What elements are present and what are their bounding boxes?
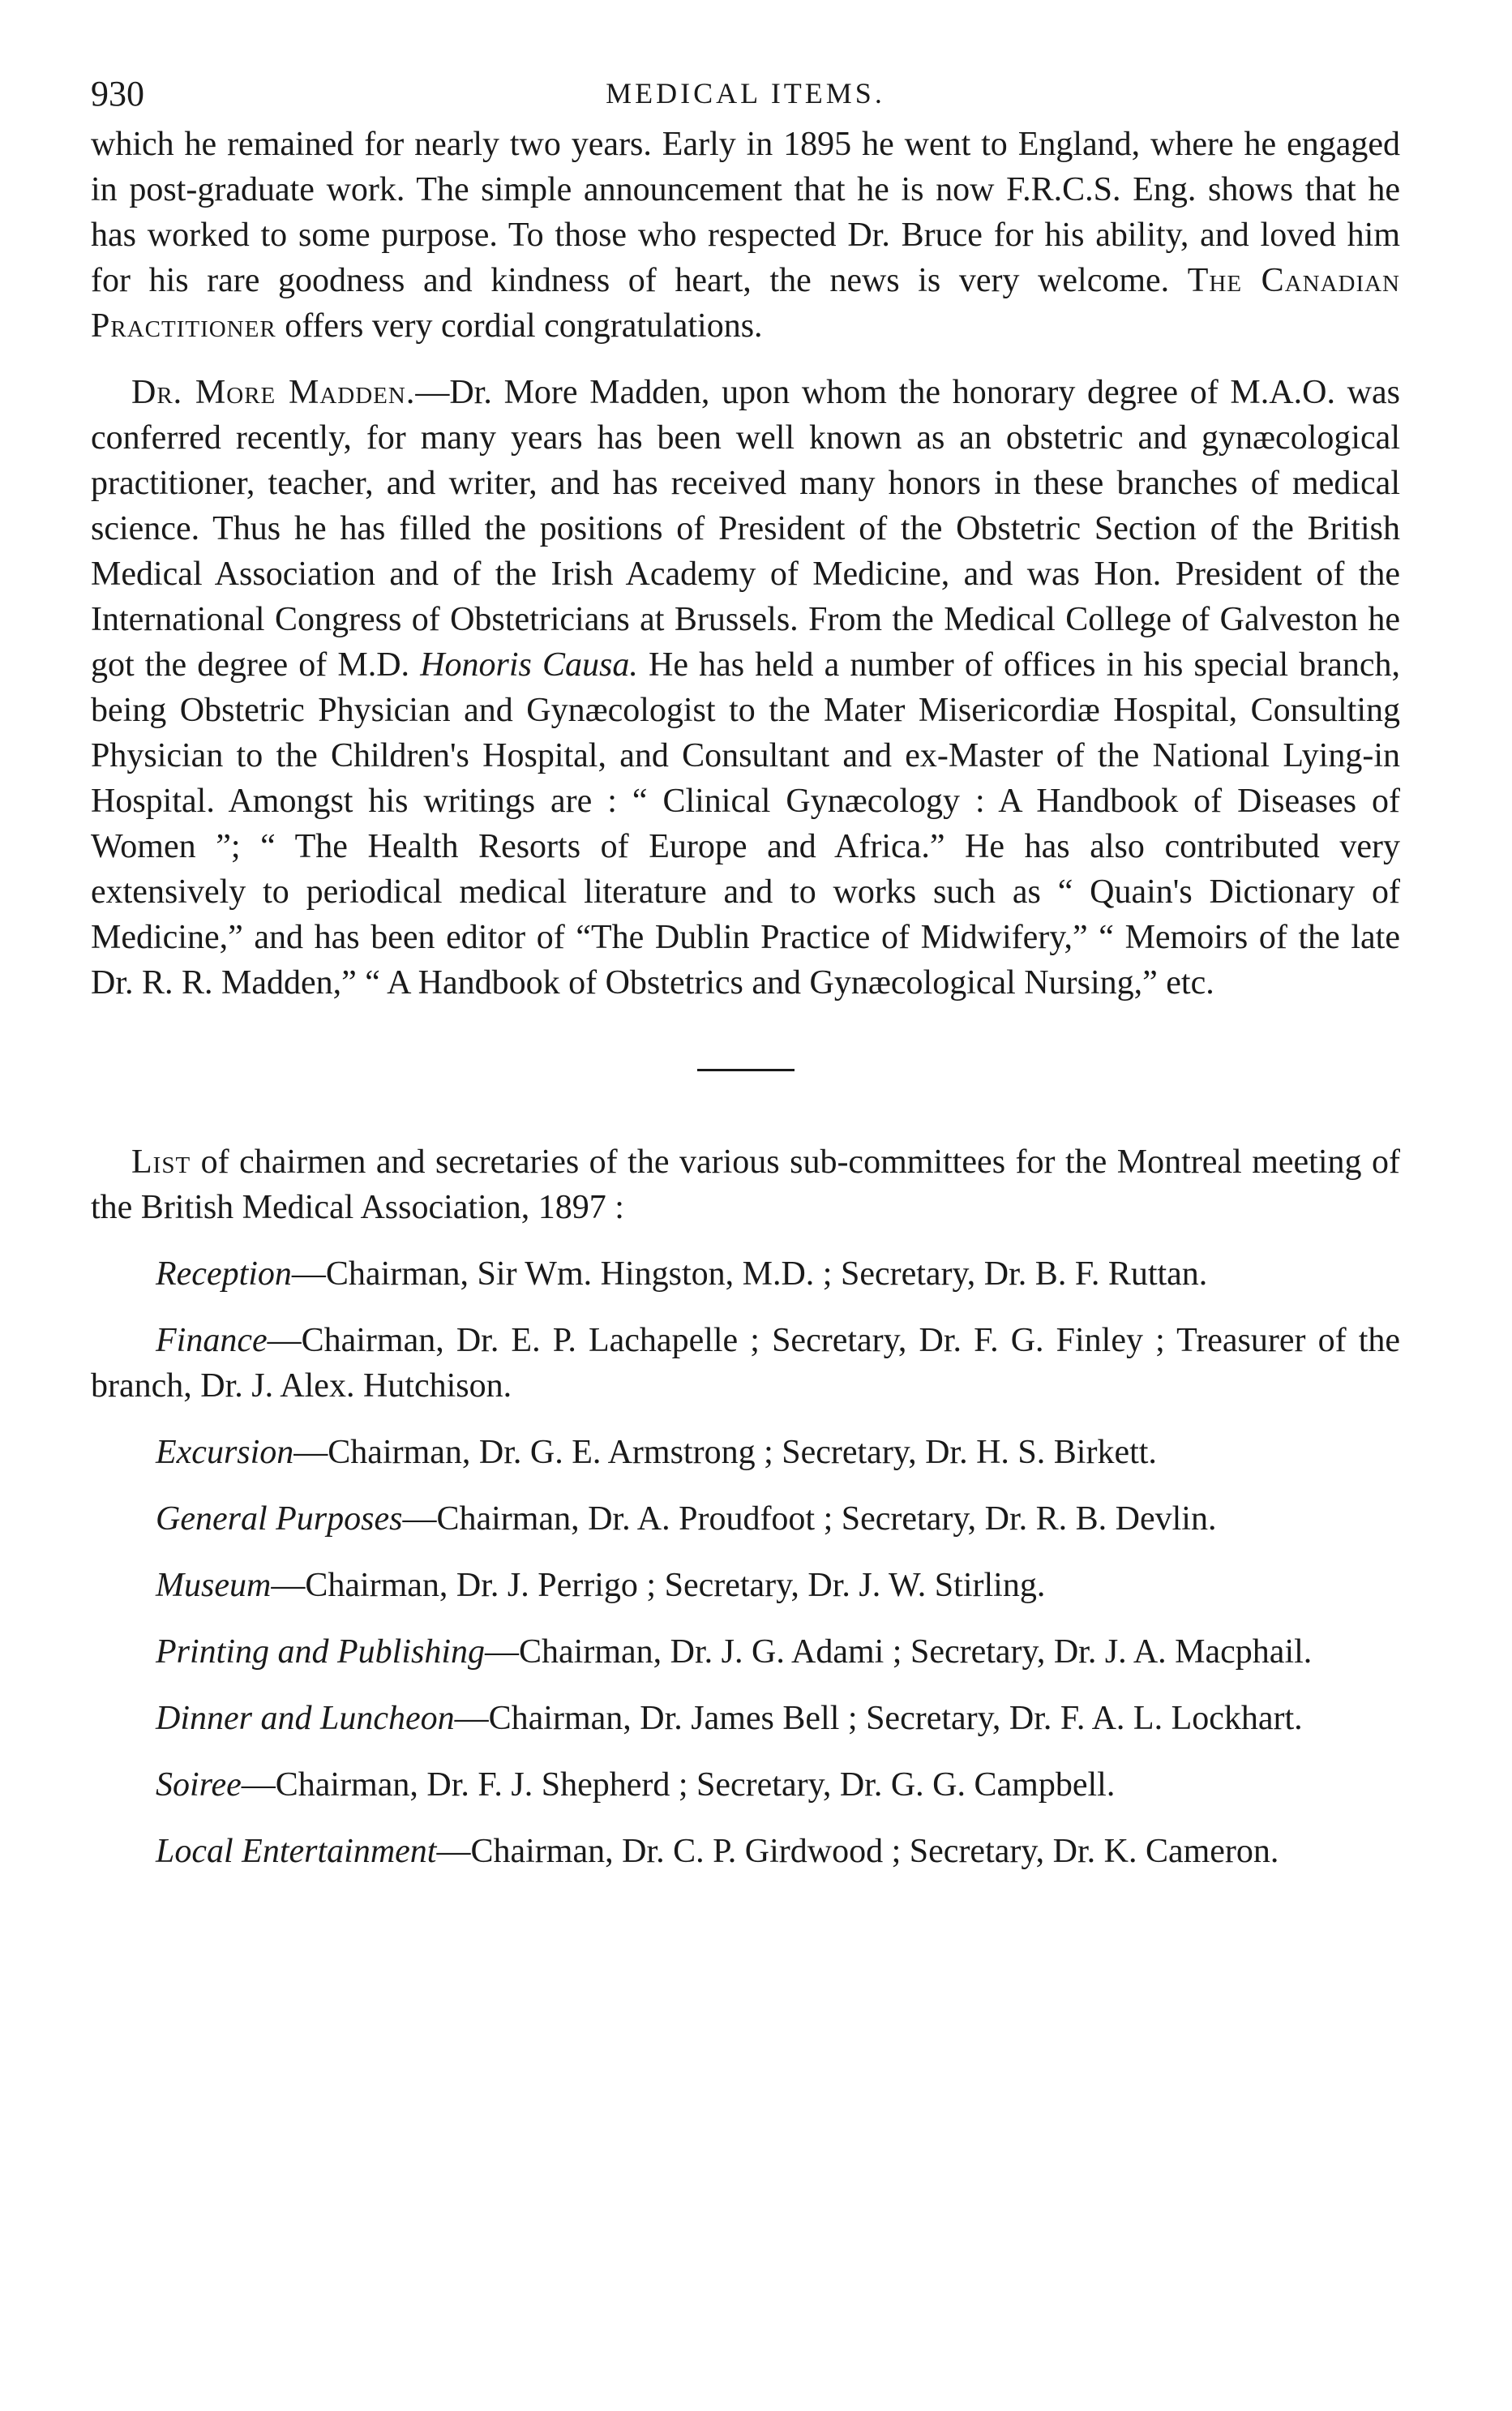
committee-text: —Chairman, Sir Wm. Hingston, M.D. ; Secretary, Dr. B. F. Ruttan.: [291, 1255, 1208, 1293]
committee-item: [91, 1629, 1400, 1675]
section-divider: [697, 1069, 795, 1071]
committee-item: [91, 1696, 1400, 1741]
committee-name: General Purposes: [156, 1500, 403, 1538]
list-intro: [91, 1139, 1400, 1230]
honoris-causa: Honoris Causa.: [420, 646, 638, 684]
bruce-text: which he remained for nearly two years. Early in 1895 he went to England, where he engaged in post-graduate work. The simple announcement that he is now F.R.C.S. Eng. shows that he has worked to some purpose. To those who respected Dr. Bruce for his ability, and loved him for his rare goodness and kindness of heart, the news is very welcome.: [91, 126, 1400, 299]
committee-text: —Chairman, Dr. G. E. Armstrong ; Secretary, Dr. H. S. Birkett.: [293, 1434, 1157, 1471]
committee-list: [91, 1251, 1400, 1874]
committee-item: [91, 1496, 1400, 1542]
committee-text: —Chairman, Dr. E. P. Lachapelle ; Secretary, Dr. F. G. Finley ; Treasurer of the branch, Dr. J. Alex. Hutchison.: [91, 1322, 1400, 1405]
committee-name: Reception: [156, 1255, 292, 1293]
committee-text: —Chairman, Dr. J. Perrigo ; Secretary, Dr. J. W. Stirling.: [271, 1567, 1046, 1604]
madden-paragraph: [91, 370, 1400, 1006]
list-intro-text: of chairmen and secretaries of the various sub-committees for the Montreal meeting of the British Medical Association, 1897 :: [91, 1143, 1400, 1226]
committee-name: Printing and Publishing: [156, 1633, 486, 1671]
committee-item: [91, 1563, 1400, 1608]
committee-text: —Chairman, Dr. James Bell ; Secretary, Dr. F. A. L. Lockhart.: [454, 1700, 1303, 1737]
committee-name: Museum: [156, 1567, 272, 1604]
madden-text-1: —Dr. More Madden, upon whom the honorary degree of M.A.O. was conferred recently, for many years has been well known as an obstetric and gynæcological practitioner, teacher, and writer, and has received many honors in these branches of medical science. Thus he has filled the positions of President of the Obstetric Section of the British Medical Association and of the Irish Academy of Medicine, and was Hon. President of the International Congress of Obstetricians at Brussels. From the Medical College of Galveston he got the degree of M.D.: [91, 374, 1400, 684]
committee-item: [91, 1318, 1400, 1409]
committee-item: [91, 1762, 1400, 1808]
committee-name: Dinner and Luncheon: [156, 1700, 455, 1737]
committee-item: [91, 1430, 1400, 1475]
bruce-paragraph: [91, 122, 1400, 349]
committee-text: —Chairman, Dr. C. P. Girdwood ; Secretary, Dr. K. Cameron.: [436, 1833, 1279, 1870]
madden-heading: Dr. More Madden.: [131, 374, 416, 411]
committee-text: —Chairman, Dr. F. J. Shepherd ; Secretary, Dr. G. G. Campbell.: [241, 1766, 1116, 1804]
committee-item: [91, 1251, 1400, 1297]
committee-item: [91, 1829, 1400, 1874]
committee-name: Soiree: [156, 1766, 242, 1804]
page-number: 930: [91, 74, 144, 114]
journal-name: The Canadian Practitioner: [91, 262, 1401, 345]
list-lead: List: [131, 1143, 191, 1181]
committee-text: —Chairman, Dr. J. G. Adami ; Secretary, Dr. J. A. Macphail.: [485, 1633, 1313, 1671]
committee-name: Finance: [156, 1322, 268, 1359]
page: [91, 65, 1400, 1895]
bruce-text-end: offers very cordial congratulations.: [276, 307, 763, 345]
committee-name: Excursion: [156, 1434, 294, 1471]
committee-name: Local Entertainment: [156, 1833, 437, 1870]
committee-text: —Chairman, Dr. A. Proudfoot ; Secretary, Dr. R. B. Devlin.: [402, 1500, 1217, 1538]
running-title: MEDICAL ITEMS.: [606, 77, 885, 109]
madden-text-2: He has held a number of offices in his special branch, being Obstetric Physician and Gynæcologist to the Mater Misericordiæ Hospital, Consulting Physician to the Children's Hospital, and Consultant and ex-Master of the National Lying-in Hospital. Amongst his writings are : “ Clinical Gynæcology : A Handbook of Diseases of Women ”; “ The Health Resorts of Europe and Africa.” He has also contributed very extensively to periodical medical literature and to works such as “ Quain's Dictionary of Medicine,” and has been editor of “The Dublin Practice of Midwifery,” “ Memoirs of the late Dr. R. R. Madden,” “ A Handbook of Obstetrics and Gynæcological Nursing,” etc.: [91, 646, 1401, 1002]
running-head: [91, 65, 1400, 122]
